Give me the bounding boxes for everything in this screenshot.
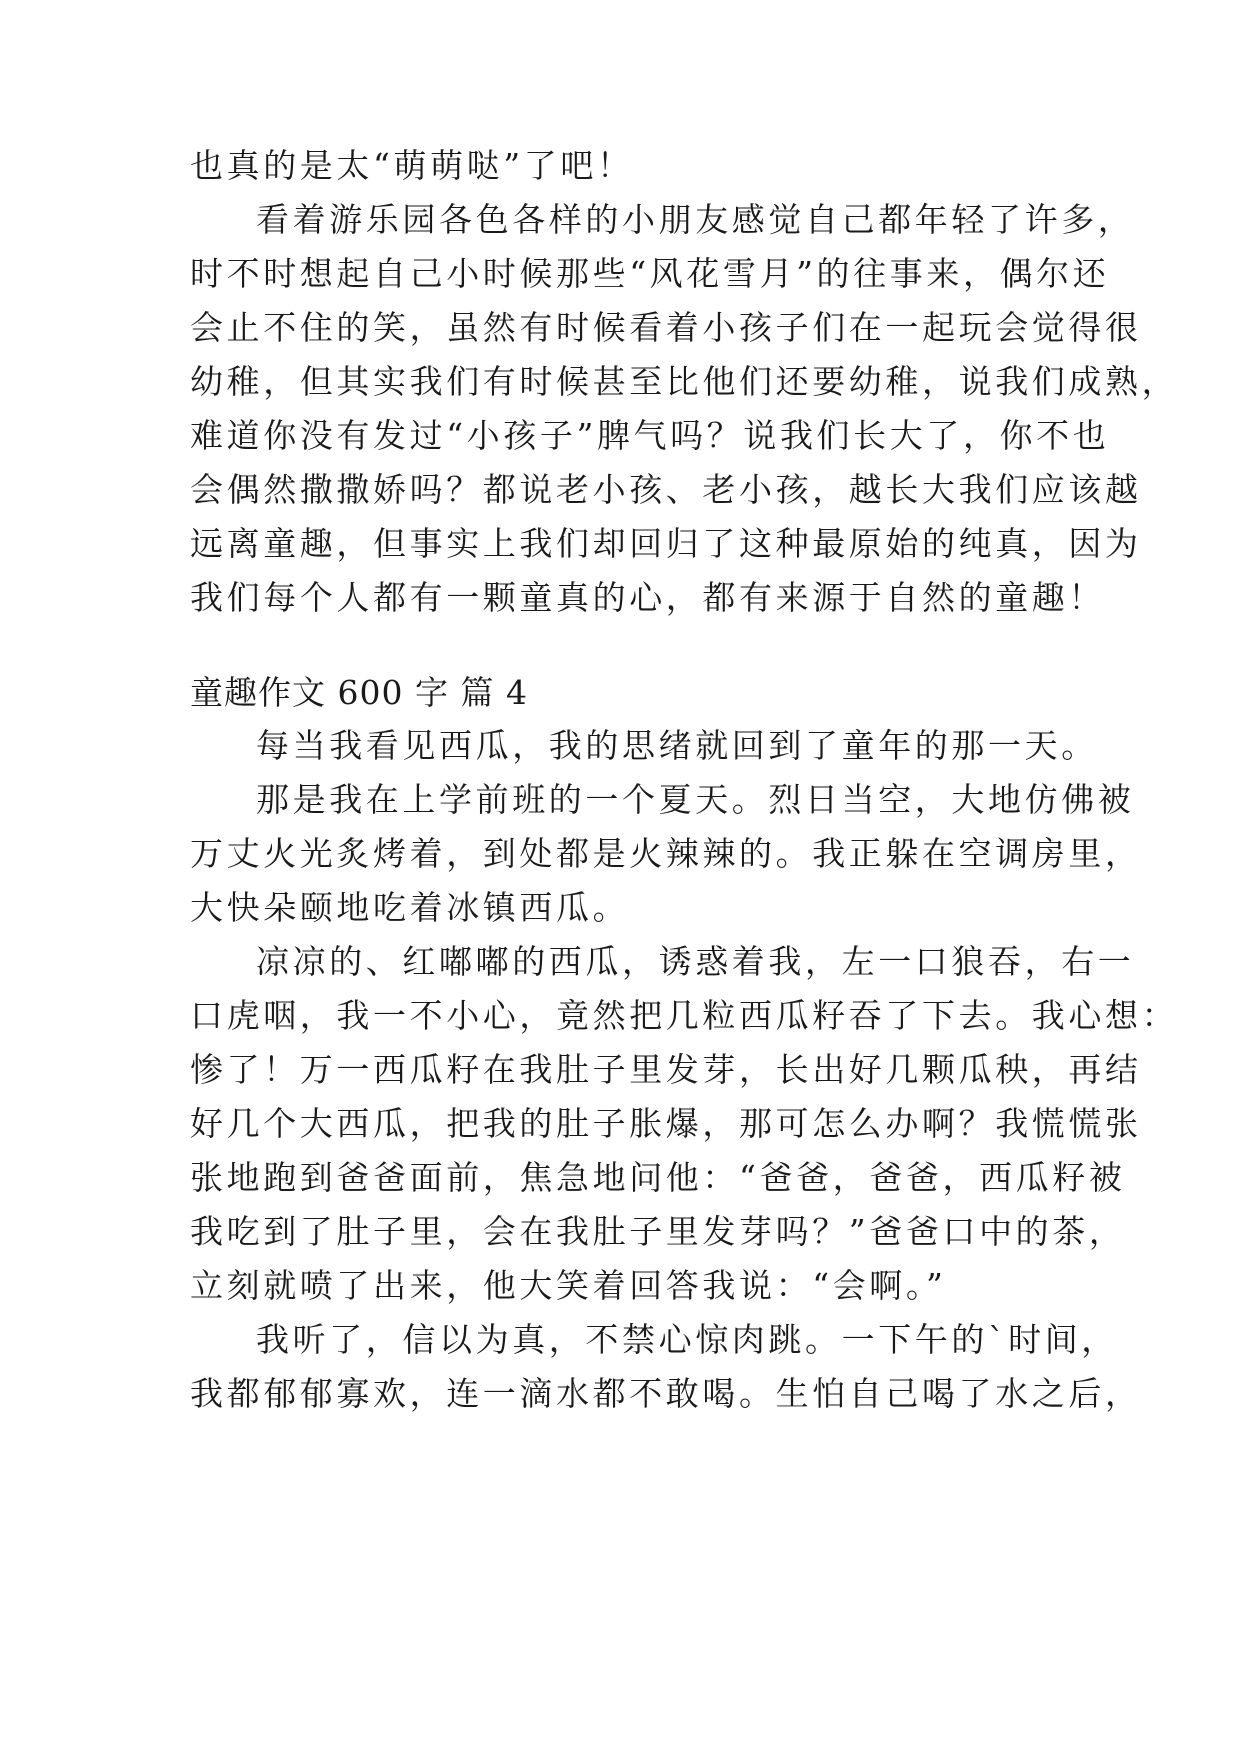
paragraph-first-line: 凉凉的、红嘟嘟的西瓜，诱惑着我，左一口狼吞，右一 <box>256 942 1135 981</box>
text-line: 幼稚，但其实我们有时候甚至比他们还要幼稚，说我们成熟， <box>190 362 1179 401</box>
paragraph-first-line: 看着游乐园各色各样的小朋友感觉自己都年轻了许多， <box>256 200 1135 239</box>
text-line: 惨了！万一西瓜籽在我肚子里发芽，长出好几颗瓜秧，再结 <box>190 1050 1142 1089</box>
paragraph-first-line: 我听了，信以为真，不禁心惊肉跳。一下午的`时间， <box>256 1320 1118 1359</box>
text-line: 难道你没有发过“小孩子”脾气吗？说我们长大了，你不也 <box>190 416 1110 455</box>
paragraph-first-line: 每当我看见西瓜，我的思绪就回到了童年的那一天。 <box>256 726 1098 765</box>
text-line: 我都郁郁寡欢，连一滴水都不敢喝。生怕自己喝了水之后， <box>190 1374 1142 1413</box>
text-line: 会偶然撒撒娇吗？都说老小孩、老小孩，越长大我们应该越 <box>190 470 1142 509</box>
text-line: 大快朵颐地吃着冰镇西瓜。 <box>190 888 630 927</box>
text-line: 口虎咽，我一不小心，竟然把几粒西瓜籽吞了下去。我心想： <box>190 996 1179 1035</box>
text-line: 好几个大西瓜，把我的肚子胀爆，那可怎么办啊？我慌慌张 <box>190 1104 1142 1143</box>
section-heading: 童趣作文 600 字 篇 4 <box>190 673 528 712</box>
text-line: 我们每个人都有一颗童真的心，都有来源于自然的童趣！ <box>190 578 1105 617</box>
text-line: 张地跑到爸爸面前，焦急地问他：“爸爸，爸爸，西瓜籽被 <box>190 1158 1126 1197</box>
text-line: 我吃到了肚子里，会在我肚子里发芽吗？”爸爸口中的茶， <box>190 1212 1126 1251</box>
text-line: 万丈火光炙烤着，到处都是火辣辣的。我正躲在空调房里， <box>190 834 1142 873</box>
paragraph-first-line: 那是我在上学前班的一个夏天。烈日当空，大地仿佛被 <box>256 780 1135 819</box>
text-line: 会止不住的笑，虽然有时候看着小孩子们在一起玩会觉得很 <box>190 308 1142 347</box>
text-line: 时不时想起自己小时候那些“风花雪月”的往事来，偶尔还 <box>190 254 1110 293</box>
text-line: 也真的是太“萌萌哒”了吧！ <box>190 146 634 185</box>
text-line: 远离童趣，但事实上我们却回归了这种最原始的纯真，因为 <box>190 524 1142 563</box>
text-line: 立刻就喷了出来，他大笑着回答我说：“会啊。” <box>190 1266 947 1305</box>
